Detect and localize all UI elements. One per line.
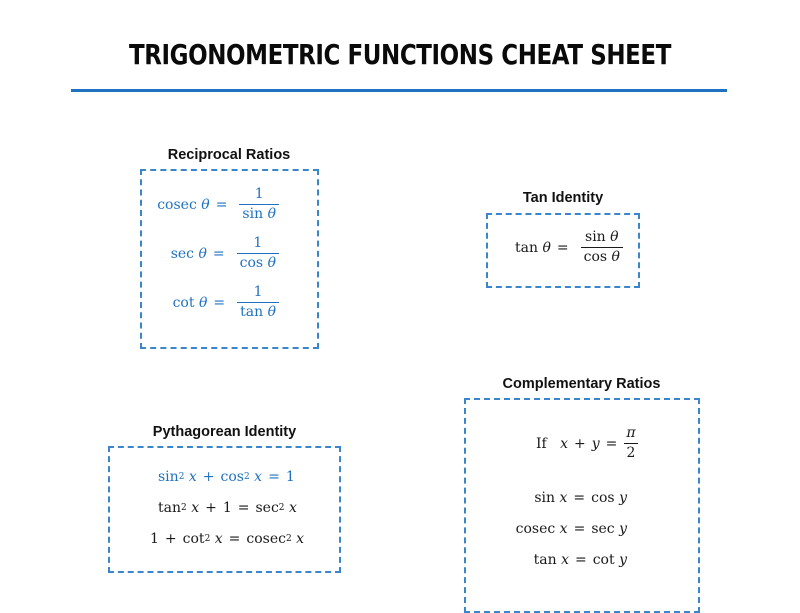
sin-cos-identity: sin 2 x + cos 2 x = 1 bbox=[158, 469, 295, 485]
fraction: $\frac{1}{\text{sin θ}}$ bbox=[239, 187, 279, 222]
cosec-sec-complementary: cosec x = sec y bbox=[515, 521, 627, 537]
cot-reciprocal-formula: cot θ = $\frac{1}{\text{tan θ}}$ bbox=[173, 285, 279, 320]
fraction: $\frac{1}{\text{cos θ}}$ bbox=[237, 236, 279, 271]
complementary-box bbox=[464, 398, 700, 613]
fraction: $\frac{\text{sin θ}}{\text{cos θ}}$ bbox=[581, 230, 623, 265]
pythagorean-heading: Pythagorean Identity bbox=[152, 424, 297, 440]
tan-sec-identity: tan 2 x + 1 = sec 2 x bbox=[158, 500, 297, 516]
sec-reciprocal-formula: sec θ = $\frac{1}{\text{cos θ}}$ bbox=[171, 236, 279, 271]
tan-identity-box bbox=[486, 213, 640, 288]
complementary-heading: Complementary Ratios bbox=[502, 376, 661, 392]
reciprocal-box bbox=[140, 169, 319, 349]
reciprocal-heading: Reciprocal Ratios bbox=[167, 147, 291, 163]
fraction: $\frac{1}{\text{tan θ}}$ bbox=[237, 285, 279, 320]
sin-cos-complementary: sin x = cos y bbox=[534, 490, 627, 506]
title-underline bbox=[71, 89, 727, 92]
cosec-reciprocal-formula: cosec θ = $\frac{1}{\text{sin θ}}$ bbox=[157, 187, 279, 222]
tan-identity-heading: Tan Identity bbox=[522, 190, 604, 206]
page-title: TRIGONOMETRIC FUNCTIONS CHEAT SHEET bbox=[129, 38, 671, 71]
tan-identity-formula: tan θ = $\frac{\text{sin θ}}{\text{cos θ}}$ bbox=[515, 230, 623, 265]
pythagorean-box bbox=[108, 446, 341, 573]
fraction: $\frac{\pi}{2}$ bbox=[623, 426, 638, 461]
complementary-condition: If x + y = $\frac{\pi}{2}$ bbox=[536, 426, 639, 461]
cot-cosec-identity: 1 + cot 2 x = cosec 2 x bbox=[150, 531, 305, 547]
tan-cot-complementary: tan x = cot y bbox=[533, 552, 627, 568]
